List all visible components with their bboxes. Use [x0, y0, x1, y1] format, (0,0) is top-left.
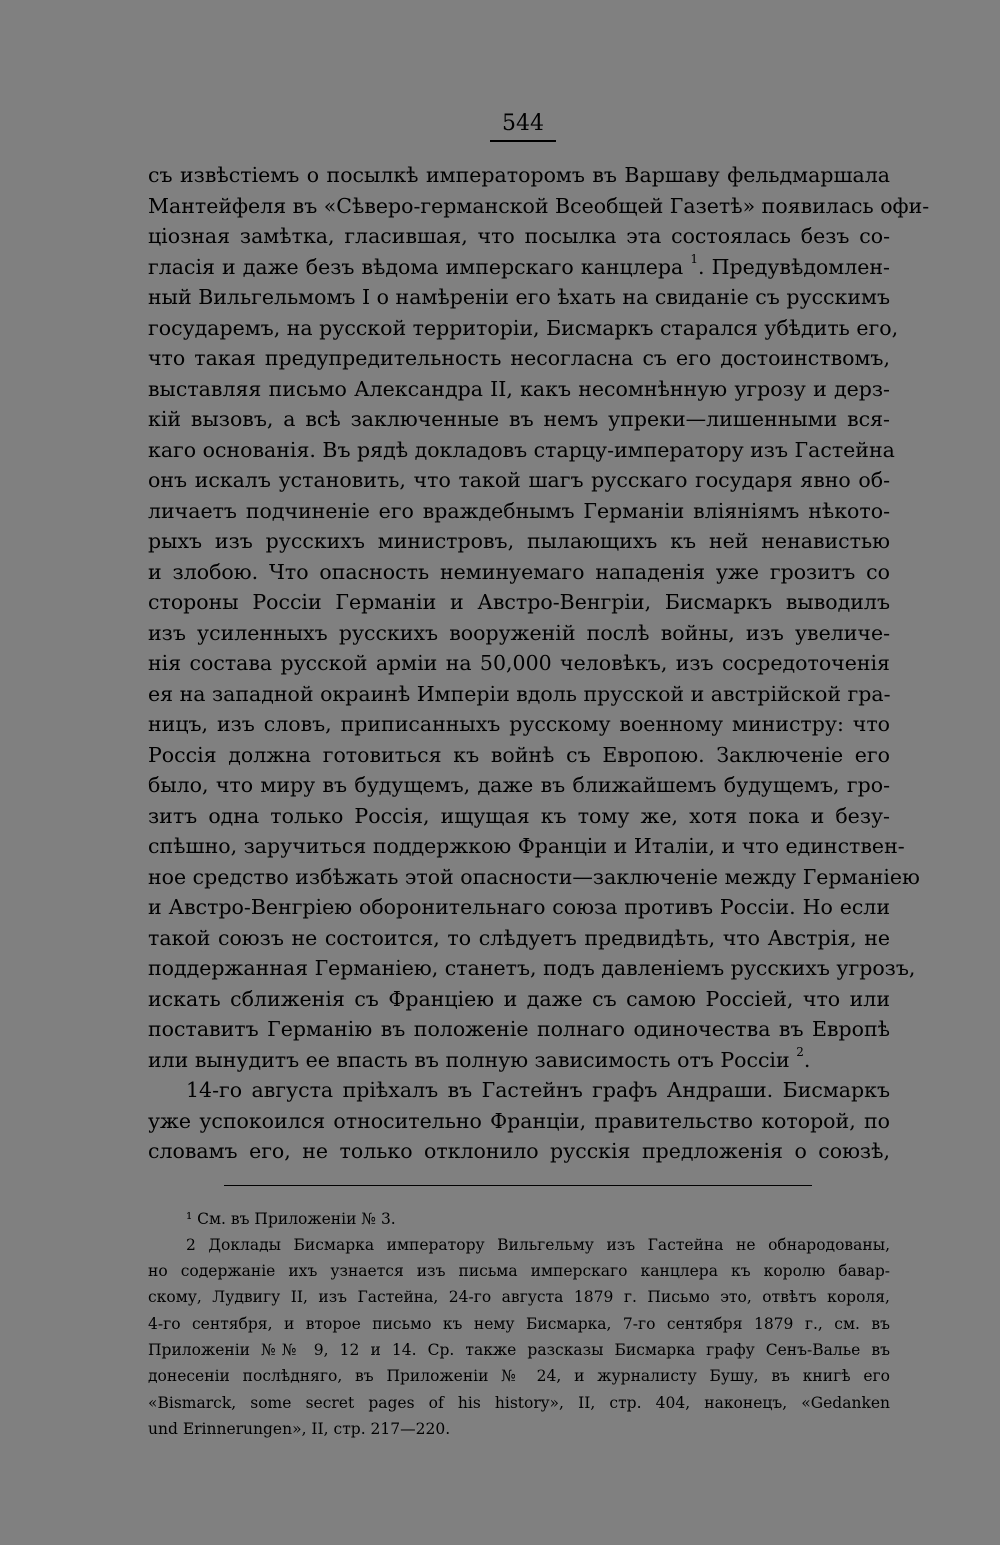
text-line: Мантейфеля въ «Сѣверо-германской Всеобщей Газетѣ» появилась офи- — [148, 193, 930, 218]
footnote-separator — [224, 1185, 812, 1186]
text-line: личаетъ подчиненіе его враждебнымъ Германіи вліяніямъ нѣкото- — [148, 498, 890, 523]
text-line: было, что миру въ будущемъ, даже въ ближайшемъ будущемъ, гро- — [148, 773, 890, 797]
footnote-2-line: скому, Лудвигу II, изъ Гастейна, 24-го августа 1879 г. Письмо это, отвѣтъ короля, — [148, 1288, 890, 1307]
text-segment: или вынудитъ ее впасть въ полную зависимость отъ Россіи — [148, 1047, 790, 1072]
footnotes — [148, 1206, 890, 1443]
text-line: каго основанія. Въ рядѣ докладовъ старцу-императору изъ Гастейна — [148, 437, 895, 462]
text-line: 14-го августа пріѣхалъ въ Гастейнъ графъ Андраши. Бисмаркъ — [186, 1078, 890, 1102]
text-line — [148, 252, 890, 283]
text-line: рыхъ изъ русскихъ министровъ, пылающихъ къ ней ненавистью — [148, 529, 890, 553]
main-text — [148, 160, 930, 1167]
footnote-2-line: «Bismarck, some secret pages of his history», II, стр. 404, наконецъ, «Gedanken — [148, 1393, 890, 1412]
footnote-2-line: но содержаніе ихъ узнается изъ письма имперскаго канцлера къ королю бавар- — [148, 1262, 890, 1281]
text-line: изъ усиленныхъ русскихъ вооруженій послѣ войны, изъ увеличе- — [148, 620, 890, 645]
footnote-2-line: und Erinnerungen», II, стр. 217—220. — [148, 1419, 451, 1438]
footnote-2-line: Приложеніи №№ 9, 12 и 14. Ср. также разсказы Бисмарка графу Сенъ-Валье въ — [148, 1340, 890, 1359]
text-line: стороны Россіи Германіи и Австро-Венгріи, Бисмаркъ выводилъ — [148, 590, 890, 614]
text-line — [148, 1045, 890, 1076]
text-line: ницъ, изъ словъ, приписанныхъ русскому военному министру: что — [148, 712, 890, 736]
page-number: 544 — [502, 111, 544, 136]
footnote-ref-2: 2 — [796, 1044, 804, 1059]
text-line: спѣшно, заручиться поддержкою Франціи и Италіи, и что единствен- — [148, 834, 905, 858]
text-line: кій вызовъ, а всѣ заключенные въ немъ упреки—лишенными вся- — [148, 407, 890, 431]
text-line: что такая предупредительность несогласна съ его достоинствомъ, — [148, 346, 890, 370]
text-line: словамъ его, не только отклонило русскія предложенія о союзѣ, — [148, 1139, 890, 1163]
ref-punctuation: . — [697, 254, 705, 279]
text-segment: гласія и даже безъ вѣдома имперскаго канцлера — [148, 254, 684, 279]
text-segment: Предувѣдомлен- — [711, 254, 890, 279]
text-line: ея на западной окраинѣ Имперіи вдоль прусской и австрійской гра- — [148, 681, 891, 706]
footnote-1: ¹ См. въ Приложеніи № 3. — [186, 1209, 396, 1228]
text-line: ный Вильгельмомъ I о намѣреніи его ѣхать на свиданіе съ русскимъ — [148, 285, 890, 309]
text-line: нія состава русской арміи на 50,000 человѣкъ, изъ сосредоточенія — [148, 651, 890, 675]
text-line: ціозная замѣтка, гласившая, что посылка эта состоялась безъ со- — [148, 224, 890, 248]
text-line: зитъ одна только Россія, ищущая къ тому же, хотя пока и безу- — [148, 803, 890, 828]
footnote-ref-1: 1 — [690, 251, 698, 266]
ref-punctuation: . — [803, 1047, 811, 1072]
page-number-rule — [490, 140, 556, 142]
text-line: и злобою. Что опасность неминуемаго нападенія уже грозитъ со — [148, 559, 890, 584]
text-line: выставляя письмо Александра II, какъ несомнѣнную угрозу и дерз- — [148, 376, 890, 401]
text-line: уже успокоился относительно Франціи, правительство которой, по — [148, 1108, 890, 1133]
book-page — [148, 110, 930, 1442]
text-line: искать сближенія съ Франціею и даже съ самою Россіей, что или — [148, 986, 890, 1011]
text-line: съ извѣстіемъ о посылкѣ императоромъ въ Варшаву фельдмаршала — [148, 163, 890, 187]
text-line: поддержанная Германіею, станетъ, подъ давленіемъ русскихъ угрозъ, — [148, 956, 916, 980]
text-line: и Австро-Венгріею оборонительнаго союза противъ Россіи. Но если — [148, 895, 890, 919]
text-line: Россія должна готовиться къ войнѣ съ Европою. Заключеніе его — [148, 742, 890, 767]
text-line: такой союзъ не состоится, то слѣдуетъ предвидѣть, что Австрія, не — [148, 925, 890, 950]
footnote-2-line: 2 Доклады Бисмарка императору Вильгельму изъ Гастейна не обнародованы, — [186, 1235, 890, 1254]
text-line: ное средство избѣжать этой опасности—заключеніе между Германіею — [148, 864, 920, 889]
footnote-2-line: донесеніи послѣдняго, въ Приложеніи № 24, и журналисту Бушу, въ книгѣ его — [148, 1367, 890, 1386]
text-line: поставитъ Германію въ положеніе полнаго одиночества въ Европѣ — [148, 1017, 890, 1041]
footnote-2-line: 4-го сентября, и второе письмо къ нему Бисмарка, 7-го сентября 1879 г., см. въ — [148, 1314, 890, 1333]
text-line: онъ искалъ установить, что такой шагъ русскаго государя явно об- — [148, 468, 890, 492]
text-line: государемъ, на русской территоріи, Бисмаркъ старался убѣдить его, — [148, 315, 899, 340]
